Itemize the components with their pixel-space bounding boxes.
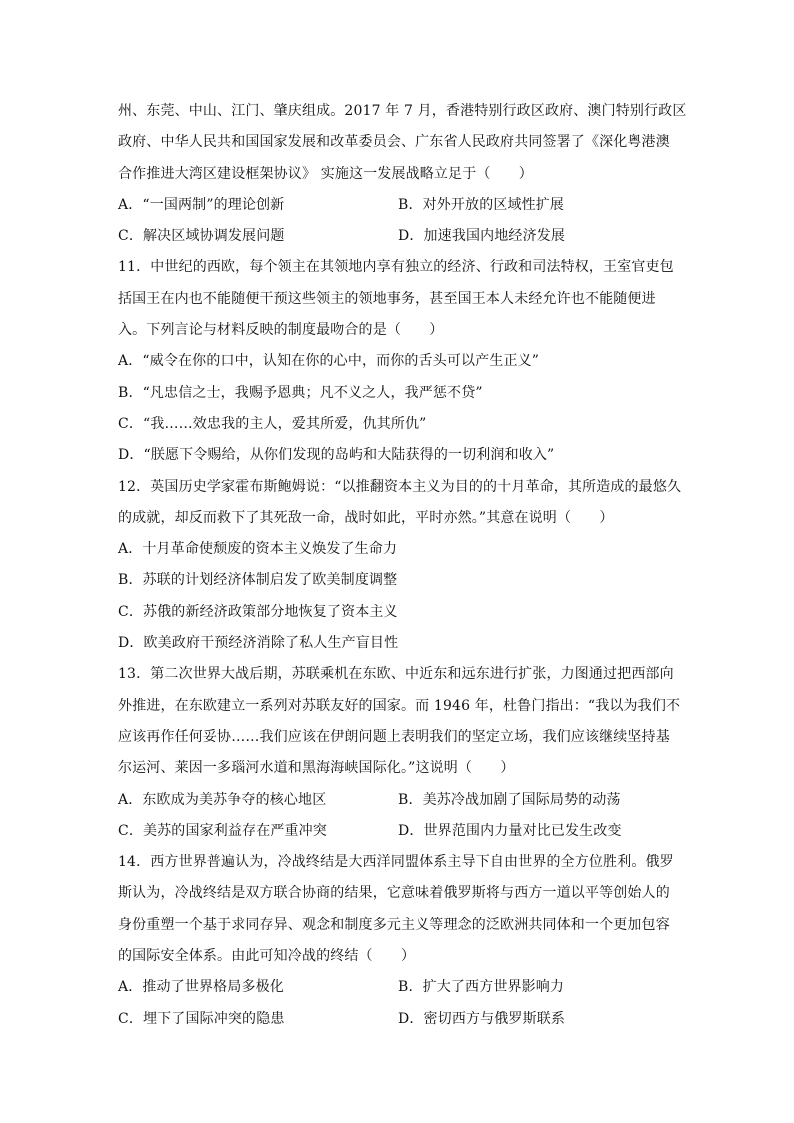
- option-b: B．“凡忠信之士，我赐予恩典；凡不义之人，我严惩不贷”: [118, 384, 483, 401]
- exam-page: [118, 96, 687, 1035]
- question-stem-line: 身份重塑一个基于求同存异、观念和制度多元主义等理念的泛欧洲共同体和一个更加包容: [118, 916, 670, 933]
- question-stem-line: 政府、中华人民共和国国家发展和改革委员会、广东省人民政府共同签署了《深化粤港澳: [118, 134, 670, 151]
- question-stem-line: 应该再作任何妥协……我们应该在伊朗问题上表明我们的坚定立场，我们应该继续坚持基: [118, 728, 670, 745]
- question-12: [118, 472, 682, 660]
- option-row: [118, 221, 678, 252]
- option-b: B．对外开放的区域性扩展: [398, 196, 565, 213]
- question-stem-line: 合作推进大湾区建设框架协议》 实施这一发展战略立足于（ ）: [118, 165, 533, 182]
- option-d: D．加速我国内地经济发展: [398, 228, 566, 245]
- question-stem-line: 12．英国历史学家霍布斯鲍姆说：“以推翻资本主义为目的的十月革命，其所造成的最悠久: [118, 478, 682, 495]
- question-stem-line: 11．中世纪的西欧，每个领主在其领地内享有独立的经济、行政和司法特权，王室官吏包: [118, 259, 674, 276]
- option-row: [118, 816, 678, 847]
- question-stem-line: 括国王在内也不能随便干预这些领主的领地事务，甚至国王本人未经允许也不能随便进: [118, 290, 656, 307]
- option-d: D．世界范围内力量对比已发生改变: [398, 822, 622, 839]
- option-c: C．埋下了国际冲突的隐患: [118, 1010, 285, 1027]
- question-stem-line: 14．西方世界普遍认为，冷战终结是大西洋同盟体系主导下自由世界的全方位胜利。俄罗: [118, 854, 674, 871]
- option-row: [118, 972, 678, 1003]
- question-stem-line: 斯认为，冷战终结是双方联合协商的结果，它意味着俄罗斯将与西方一道以平等创始人的: [118, 885, 670, 902]
- option-d: D．密切西方与俄罗斯联系: [398, 1010, 566, 1027]
- option-row: [118, 785, 678, 816]
- option-a: A．东欧成为美苏争夺的核心地区: [118, 791, 327, 808]
- question-stem-line: 13．第二次世界大战后期，苏联乘机在东欧、中近东和远东进行扩张，力图通过把西部向: [118, 666, 674, 683]
- option-a: A．“威令在你的口中，认知在你的心中，而你的舌头可以产生正义”: [118, 353, 540, 370]
- question-14: [118, 847, 678, 1035]
- option-a: A．“一国两制”的理论创新: [118, 196, 285, 213]
- option-b: B．扩大了西方世界影响力: [398, 979, 565, 996]
- option-a: A．十月革命使颓废的资本主义焕发了生命力: [118, 541, 398, 558]
- question-stem-line: 入。下列言论与材料反映的制度最吻合的是（ ）: [118, 322, 444, 339]
- question-stem-line: 的国际安全体系。由此可知冷战的终结（ ）: [118, 948, 416, 965]
- option-b: B．苏联的计划经济体制启发了欧美制度调整: [118, 572, 398, 589]
- option-row: [118, 190, 678, 221]
- question-10: [118, 96, 687, 252]
- option-c: C．美苏的国家利益存在严重冲突: [118, 822, 327, 839]
- question-stem-line: 外推进，在东欧建立一系列对苏联友好的国家。而 1946 年，杜鲁门指出：“我以为我们不: [118, 697, 681, 714]
- option-row: [118, 1004, 678, 1035]
- option-d: D．“朕愿下令赐给，从你们发现的岛屿和大陆获得的一切利润和收入”: [118, 447, 555, 464]
- option-c: C．“我……效忠我的主人，爱其所爱，仇其所仇”: [118, 415, 427, 432]
- question-stem-line: 尔运河、莱因一多瑙河水道和黑海海峡国际化。”这说明（ ）: [118, 760, 515, 777]
- question-13: [118, 659, 681, 847]
- option-c: C．解决区域协调发展问题: [118, 228, 285, 245]
- option-b: B．美苏冷战加剧了国际局势的动荡: [398, 791, 621, 808]
- option-a: A．推动了世界格局多极化: [118, 979, 284, 996]
- question-stem-line: 的成就，却反而救下了其死敌一命，战时如此，平时亦然。”其意在说明（ ）: [118, 509, 614, 526]
- option-d: D．欧美政府干预经济消除了私人生产盲目性: [118, 635, 399, 652]
- question-stem-line: 州、东莞、中山、江门、肇庆组成。2017 年 7 月，香港特别行政区政府、澳门特别行政区: [118, 103, 687, 119]
- question-11: [118, 252, 678, 471]
- option-c: C．苏俄的新经济政策部分地恢复了资本主义: [118, 603, 398, 620]
